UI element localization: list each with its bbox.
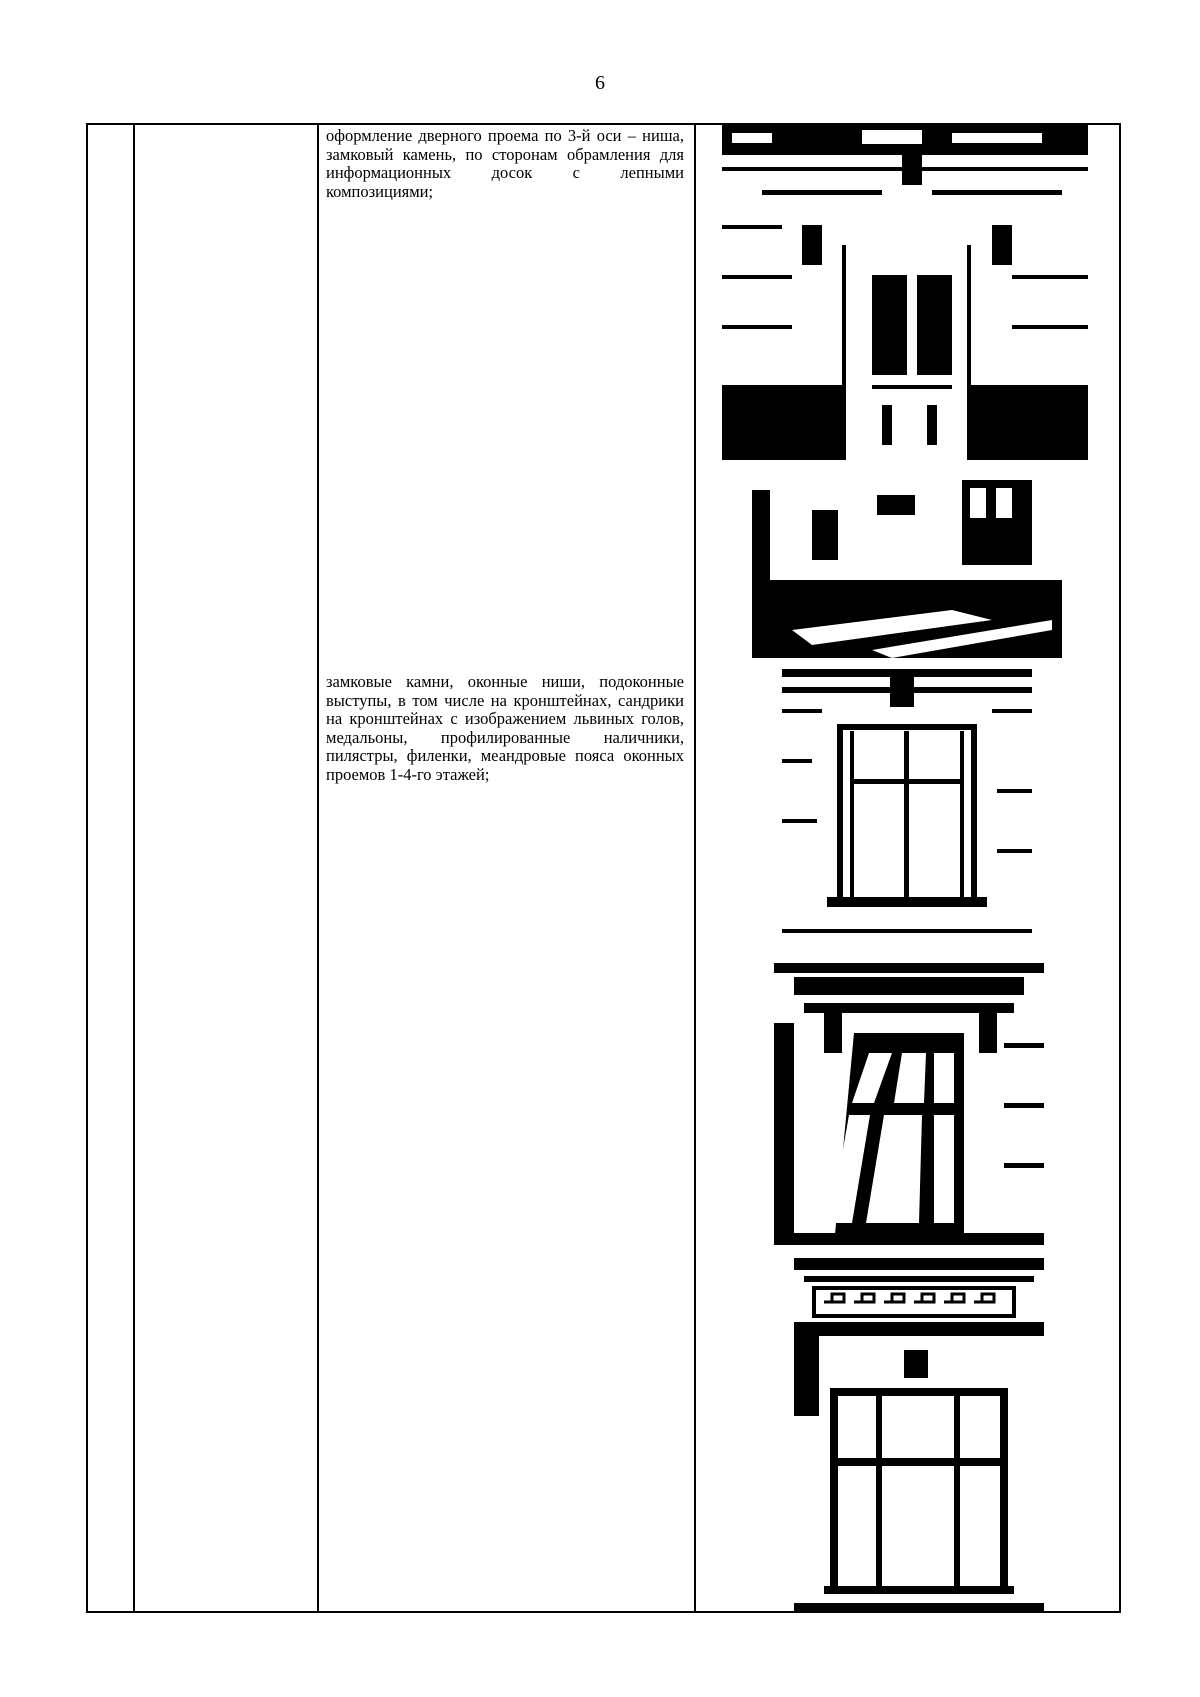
window-keystone-photo bbox=[782, 669, 1032, 951]
column-divider bbox=[317, 125, 319, 1611]
window-meander-photo bbox=[794, 1258, 1044, 1613]
window-pediment-photo bbox=[774, 963, 1044, 1245]
column-divider bbox=[133, 125, 135, 1611]
row-description-doorway: оформление дверного проема по 3-й оси – ниша, замковый камень, по сторонам обрамления для информационных досок с лепными композициями; bbox=[326, 126, 684, 201]
features-table bbox=[86, 123, 1121, 1613]
street-view-photo bbox=[752, 480, 1062, 658]
page-number: 6 bbox=[595, 72, 605, 94]
column-divider bbox=[694, 125, 696, 1611]
doorway-facade-photo bbox=[722, 125, 1088, 460]
row-description-windows: замковые камни, оконные ниши, подоконные выступы, в том числе на кронштейнах, сандрики на кронштейнах с изображением львиных голов, медальоны, профилированные наличники, пилястры, филенки, меандровые пояса оконных проемов 1-4-го этажей; bbox=[326, 672, 684, 784]
